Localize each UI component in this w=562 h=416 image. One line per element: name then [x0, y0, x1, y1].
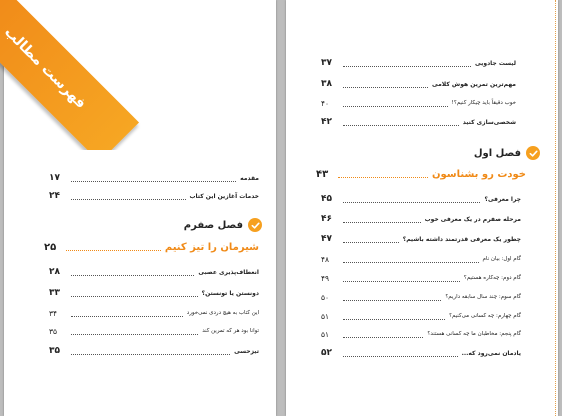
section-page: ۲۵: [44, 241, 57, 253]
toc-entry-page: ۴۲: [321, 117, 332, 127]
toc-entry[interactable]: [321, 347, 521, 359]
toc-entry-label: گام چهارم: چه کسانی می‌کنیم؟: [449, 313, 521, 319]
check-icon: [248, 218, 262, 232]
toc-entry[interactable]: [321, 213, 521, 225]
toc-entry-page: ۲۸: [49, 267, 60, 277]
toc-entry-label: مقدمه: [240, 174, 259, 182]
toc-entry-page: ۵۰: [321, 292, 330, 302]
chapter-title: فصل صفرم: [183, 219, 243, 231]
toc-subentry[interactable]: [321, 291, 521, 303]
toc-subentry[interactable]: [321, 97, 516, 109]
toc-entry-label: مهم‌ترین تمرین هوش کلامی: [432, 80, 516, 88]
toc-entry-label: خدمات آغازین این کتاب: [189, 192, 259, 200]
toc-banner: [0, 0, 148, 150]
toc-subentry[interactable]: [321, 310, 521, 322]
toc-entry-page: ۳۵: [49, 326, 58, 336]
toc-entry-label: مرحله صفرم در یک معرفی خوب: [424, 215, 521, 223]
toc-section-highlight[interactable]: [44, 241, 259, 253]
leader-dots: [343, 222, 421, 223]
toc-subentry[interactable]: [321, 328, 521, 340]
leader-dots: [71, 296, 198, 297]
toc-entry[interactable]: [49, 287, 259, 299]
section-title: خودت رو بشناسون: [432, 168, 526, 180]
toc-entry-label: شخصی‌سازی کنید: [462, 118, 516, 126]
toc-entry-label: دونستن یا تونستن؟: [201, 289, 259, 297]
toc-entry[interactable]: [49, 266, 259, 278]
section-title: شیرمان را تیز کنیم: [164, 241, 259, 253]
toc-subentry[interactable]: [49, 307, 259, 319]
toc-entry-page: ۴۹: [321, 273, 330, 283]
leader-dots: [343, 202, 480, 203]
toc-entry[interactable]: [321, 116, 516, 128]
toc-entry-label: انعطاف‌پذیری عصبی: [198, 268, 259, 276]
toc-entry-page: ۴۰: [321, 98, 330, 108]
toc-entry-page: ۱۷: [49, 173, 60, 183]
leader-dots: [343, 125, 459, 126]
leader-dots: [343, 319, 445, 320]
toc-entry-page: ۳۴: [49, 308, 58, 318]
right-page: [286, 0, 558, 416]
toc-banner-title: فهرست مطالب: [1, 24, 89, 112]
toc-entry-page: ۵۱: [321, 311, 330, 321]
toc-entry-page: ۴۸: [321, 254, 330, 264]
toc-entry-page: ۳۷: [321, 58, 332, 68]
toc-entry-page: ۵۱: [321, 329, 330, 339]
leader-dots: [343, 106, 448, 107]
toc-subentry[interactable]: [49, 325, 259, 337]
toc-entry-page: ۳۳: [49, 288, 60, 298]
toc-section-highlight[interactable]: [316, 168, 526, 180]
toc-banner-band: [0, 0, 139, 150]
chapter-heading: [474, 146, 540, 160]
toc-entry[interactable]: [321, 78, 516, 90]
toc-entry-label: این کتاب به هیچ دردی نمی‌خورد: [186, 310, 259, 316]
toc-entry-page: ۴۶: [321, 214, 332, 224]
leader-dots: [71, 275, 194, 276]
chapter-heading: [184, 218, 262, 232]
check-icon: [526, 146, 540, 160]
leader-dots: [338, 177, 428, 178]
toc-entry[interactable]: [321, 233, 521, 245]
leader-dots: [71, 334, 198, 335]
leader-dots: [343, 300, 441, 301]
toc-subentry[interactable]: [321, 272, 521, 284]
leader-dots: [66, 250, 161, 251]
toc-entry-label: چطور یک معرفی قدرتمند داشته باشیم؟: [402, 235, 521, 243]
toc-entry-page: ۴۵: [321, 194, 332, 204]
toc-entry-page: ۴۷: [321, 234, 332, 244]
leader-dots: [343, 87, 428, 88]
toc-entry[interactable]: [49, 172, 259, 184]
toc-entry[interactable]: [49, 345, 259, 357]
toc-entry-label: خوب دقیقاً باید چیکار کنیم؟!: [451, 100, 516, 106]
leader-dots: [71, 354, 230, 355]
toc-entry-label: تیزحسی: [234, 347, 259, 355]
toc-entry-page: ۳۸: [321, 79, 332, 89]
toc-entry-label: گام سوم: چند سال سابقه داریم؟: [445, 294, 521, 300]
leader-dots: [71, 316, 183, 317]
toc-entry[interactable]: [49, 190, 259, 202]
toc-entry-label: توانا بود هر که تمرین کند: [202, 328, 259, 334]
leader-dots: [343, 262, 479, 263]
page-edge-dots: [554, 0, 556, 416]
toc-entry[interactable]: [321, 193, 521, 205]
toc-entry-page: ۳۵: [49, 346, 60, 356]
section-page: ۴۳: [316, 168, 329, 180]
toc-entry-label: گام پنجم: مخاطبان ما چه کسانی هستند؟: [427, 331, 521, 337]
chapter-title: فصل اول: [473, 147, 521, 159]
toc-entry-label: لیست جادویی: [475, 59, 516, 67]
toc-entry-page: ۲۴: [49, 191, 60, 201]
toc-entry-label: گام دوم: چه‌کاره هستیم؟: [463, 275, 521, 281]
leader-dots: [71, 181, 236, 182]
left-page: [1, 0, 276, 416]
toc-entry-label: چرا معرفی؟: [484, 195, 521, 203]
toc-entry-label: گام اول: بیان نام: [482, 256, 521, 262]
leader-dots: [343, 242, 399, 243]
leader-dots: [343, 66, 471, 67]
toc-subentry[interactable]: [321, 253, 521, 265]
leader-dots: [343, 356, 458, 357]
toc-entry-label: یادمان نمی‌رود که...: [461, 349, 521, 357]
leader-dots: [71, 199, 186, 200]
toc-entry-page: ۵۲: [321, 348, 332, 358]
toc-entry[interactable]: [321, 57, 516, 69]
leader-dots: [343, 281, 460, 282]
leader-dots: [343, 337, 423, 338]
